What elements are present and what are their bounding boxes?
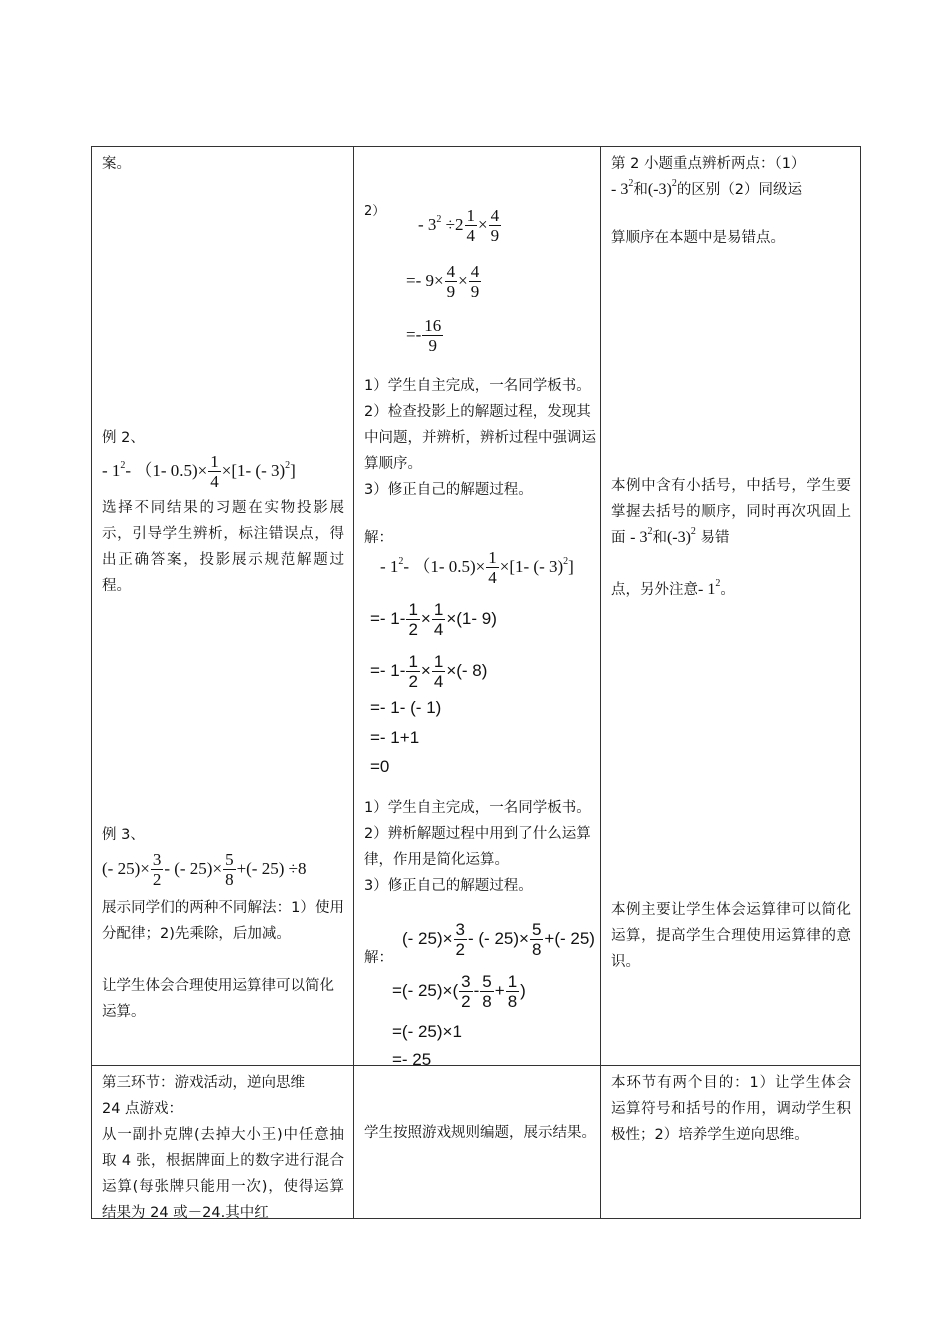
student-activity-cell — [354, 147, 601, 1069]
game-intent-text: 本环节有两个目的：1）让学生体会运算符号和括号的作用，调动学生积极性；2）培养学生逆向思维。 — [611, 1075, 851, 1143]
game-rules: 从一副扑克牌(去掉大小王)中任意抽取 4 张，根据牌面上的数字进行混合运算(每张牌只能用一次)，使得运算结果为 24 或－24.其中红 — [102, 1127, 344, 1221]
note1-line1: 第 2 小题重点辨析两点：（1） — [611, 156, 806, 172]
design-intent-cell — [601, 147, 861, 1066]
example2-student-steps — [364, 373, 596, 503]
example3-expression: (- 25)× $\frac{3}{2}$ - (- 25)× $\frac{5}{8}$ +(- 25) ÷8 — [102, 849, 307, 889]
example3-summary: 让学生体会合理使用运算律可以简化运算。 — [102, 978, 334, 1020]
table-row — [92, 1066, 861, 1219]
example3-solution-line3: =- 25 — [392, 1050, 432, 1069]
example2-solution-line2: =- 1- $\frac{1}{2}$ × $\frac{1}{4}$ ×(1- 9) — [370, 599, 497, 639]
continued-text: 案。 — [102, 156, 131, 172]
example2-solution-line5: =0 — [370, 757, 390, 776]
section-title: 第三环节：游戏活动，逆向思维 — [102, 1075, 305, 1091]
example2-solution-line3: =- 1- (- 1) — [370, 698, 442, 717]
example2-title: 例 2、 — [102, 430, 145, 446]
note2-text: 本例中含有小括号，中括号，学生要掌握去括号的顺序，同时再次巩固上面 - $3^2$和$(-3)^2$ 易错 — [611, 478, 851, 546]
teacher-activity-cell — [92, 147, 354, 1066]
example2-solution-line2b: =- 1- $\frac{1}{2}$ × $\frac{1}{4}$ ×(- 8) — [370, 651, 488, 691]
list-item: 2）检查投影上的解题过程，发现其中问题，并辨析，辨析过程中强调运算顺序。 — [364, 404, 596, 472]
problem2-step2: =- 9 × $\frac{4}{9}$ × $\frac{4}{9}$ — [406, 261, 480, 301]
game-section-text — [102, 1070, 344, 1226]
note2-last: 点，另外注意- $1^2$。 — [611, 578, 735, 598]
solve-label: 解： — [364, 530, 393, 546]
list-item: 1）学生自主完成，一名同学板书。 — [364, 800, 591, 816]
solve-label: 解： — [364, 950, 393, 966]
problem2-label: 2） — [364, 204, 386, 219]
list-item: 3）修正自己的解题过程。 — [364, 482, 533, 498]
game-intent-cell — [601, 1066, 861, 1219]
game-section-cell — [92, 1066, 354, 1219]
list-item: 2）辨析解题过程中用到了什么运算律，作用是简化运算。 — [364, 826, 591, 868]
example3-solution-line1: =(- 25)×( $\frac{3}{2}$ - $\frac{5}{8}$ + $\frac{1}{8}$ ) — [392, 971, 526, 1011]
example2-solution-line4: =- 1+1 — [370, 728, 420, 747]
example3-solution-expression: (- 25)× $\frac{3}{2}$ - (- 25)× $\frac{5}{8}$ +(- 25) — [402, 919, 595, 959]
lesson-table — [91, 146, 861, 1219]
example2-description: 选择不同结果的习题在实物投影展示，引导学生辨析，标注错误点，得出正确答案，投影展示规范解题过程。 — [102, 500, 344, 594]
game-student-text: 学生按照游戏规则编题，展示结果。 — [364, 1125, 596, 1141]
example2-solution-line1: - $1^2-$ （1- 0.5)× $\frac{1}{4}$ ×[1- (- 3)$^2$] — [380, 547, 574, 587]
example3-student-steps — [364, 795, 596, 899]
example3-description: 展示同学们的两种不同解法：1）使用分配律；2)先乘除，后加减。 — [102, 900, 344, 942]
problem2-step3: =- $\frac{16}{9}$ — [406, 315, 442, 355]
section-subtitle: 24 点游戏： — [102, 1101, 184, 1117]
example2-expression: - $1^2-$ （1- 0.5)× $\frac{1}{4}$ ×[1- (- 3)$^2$] — [102, 451, 296, 491]
example3-title: 例 3、 — [102, 827, 145, 843]
problem2-expression: - $3^2 \div 2$ $\frac{1}{4}$ × $\frac{4}{9}$ — [418, 205, 500, 245]
game-student-cell — [354, 1066, 601, 1219]
list-item: 1）学生自主完成，一名同学板书。 — [364, 378, 591, 394]
list-item: 3）修正自己的解题过程。 — [364, 878, 533, 894]
example3-solution-line2: =(- 25)×1 — [392, 1022, 462, 1041]
table-row — [92, 147, 861, 1066]
note1-line3: 算顺序在本题中是易错点。 — [611, 230, 785, 246]
note3-text: 本例主要让学生体会运算律可以简化运算，提高学生合理使用运算律的意识。 — [611, 902, 851, 970]
note1-line2: - $3^2$ 和 $(-3)^2$ 的区别（2）同级运 — [611, 178, 803, 198]
